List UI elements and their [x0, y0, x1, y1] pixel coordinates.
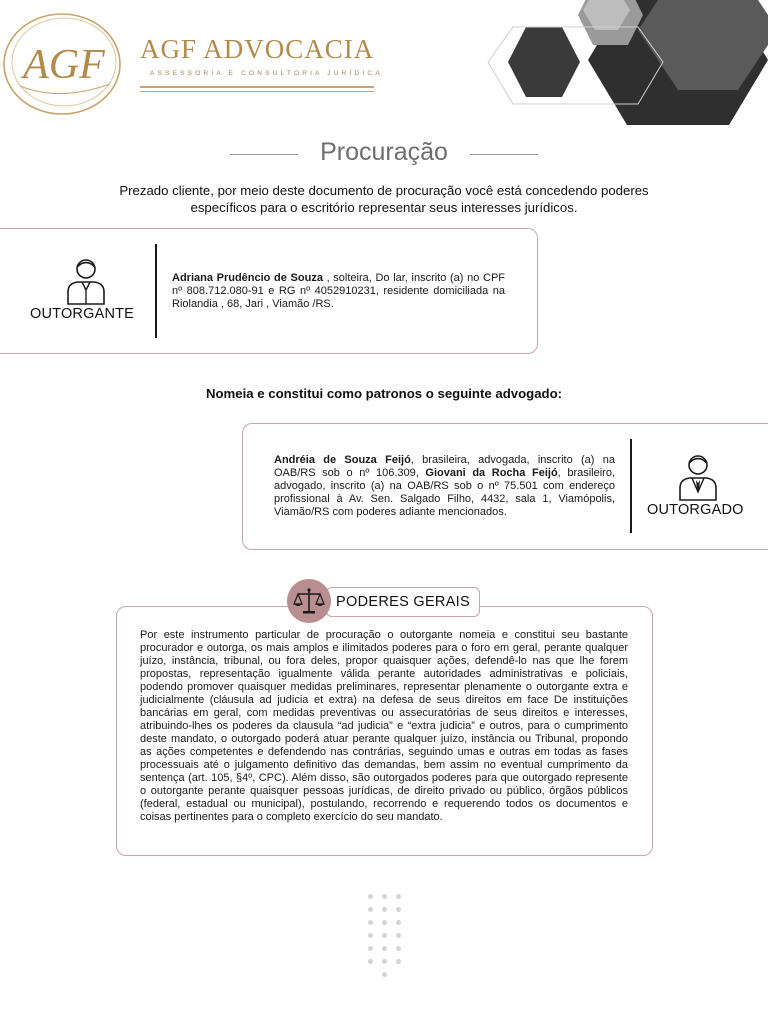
outorgante-label: OUTORGANTE	[30, 306, 135, 322]
brand-name: AGF ADVOCACIA	[140, 34, 375, 64]
lawyer-icon	[676, 452, 720, 502]
hexagon-decoration	[478, 0, 768, 125]
outorgado-text	[274, 454, 615, 519]
title-rule-right	[470, 154, 538, 155]
agf-logo	[0, 6, 130, 118]
poderes-text: Por este instrumento particular de procuração o outorgante nomeia e constitui seu bastante procurador e outorga, os mais amplos e ilimitados poderes para o foro em geral, perante qualquer juízo, instância, tribunal, ou fora deles, propor quaisquer ações, defendê-lo nas que lhe forem propostas, representação igualmente válida perante autoridades administrativas e policiais, podendo promover quaisquer medidas preliminares, representar plenamente o outorgante extra e judicialmente (cláusula ad judicia et extra) na defesa de seus direitos em face De instituições bancárias em geral, com medidas preventivas ou assecuratórias de seus direitos e interesses, atribuindo-lhes os poderes da clausula “ad judicia” e “extra judicia” e outros, para o cumprimento deste mandato, o outorgado poderá atuar perante qualquer juízo, instância ou Tribunal, propondo as ações competentes e defendendo nas contrárias, seguindo umas e outras em todas as fases processuais até o julgamento definitivo das demandas, bem assim no eventual cumprimento da sentença (art. 105, §4º, CPC). Além disso, são outorgados poderes para que outorgado represente o outorgante perante quaisquer pessoas jurídicas, de direito privado ou público, órgãos públicos (federal, estadual ou municipal), postulando, recorrendo e requerendo todos os documentos e coisas pertinentes para o completo exercício do seu mandato.	[140, 629, 628, 823]
outorgante-text	[172, 272, 505, 311]
poderes-badge	[287, 579, 331, 623]
dots-decoration	[366, 894, 406, 980]
outorgado-name-1: Andréia de Souza Feijó	[274, 454, 411, 466]
outorgado-text-2: , brasileiro, advogado, inscrito (a) na OAB/RS sob o nº 75.501 com endereço profissional à Av. Sen. Salgado Filho, 4432, sala 1, Viamópolis, Viamão/RS com poderes adiante mencionados.	[274, 467, 616, 518]
outorgado-text-1: , brasileira, advogada, inscrito (a) na OAB/RS sob o nº 106.309,	[274, 454, 615, 479]
brand-underline	[140, 86, 374, 88]
outorgado-divider	[630, 439, 632, 533]
intro-text: Prezado cliente, por meio deste documento de procuração você está concedendo poderes específicos para o escritório representar seus interesses jurídicos.	[119, 183, 649, 215]
page-title: Procuração	[320, 138, 448, 166]
brand-subtitle: ASSESSORIA E CONSULTORIA JURÍDICA	[150, 70, 383, 77]
nomeia-heading: Nomeia e constitui como patronos o seguinte advogado:	[205, 386, 563, 401]
outorgado-name-2: Giovani da Rocha Feijó	[425, 467, 558, 479]
outorgado-label: OUTORGADO	[647, 502, 744, 518]
person-icon	[64, 256, 108, 306]
poderes-title: PODERES GERAIS	[326, 587, 480, 617]
outorgante-name: Adriana Prudêncio de Souza	[172, 272, 323, 284]
outorgante-details: , solteira, Do lar, inscrito (a) no CPF nº 808.712.080-91 e RG nº 4052910231, residente domiciliada na Riolandia , 68, Jari , Viamão /RS.	[172, 272, 505, 310]
outorgante-divider	[155, 244, 157, 338]
logo-monogram: AGF	[23, 42, 105, 88]
brand-underline-thin	[140, 91, 374, 92]
scales-icon	[287, 579, 331, 623]
